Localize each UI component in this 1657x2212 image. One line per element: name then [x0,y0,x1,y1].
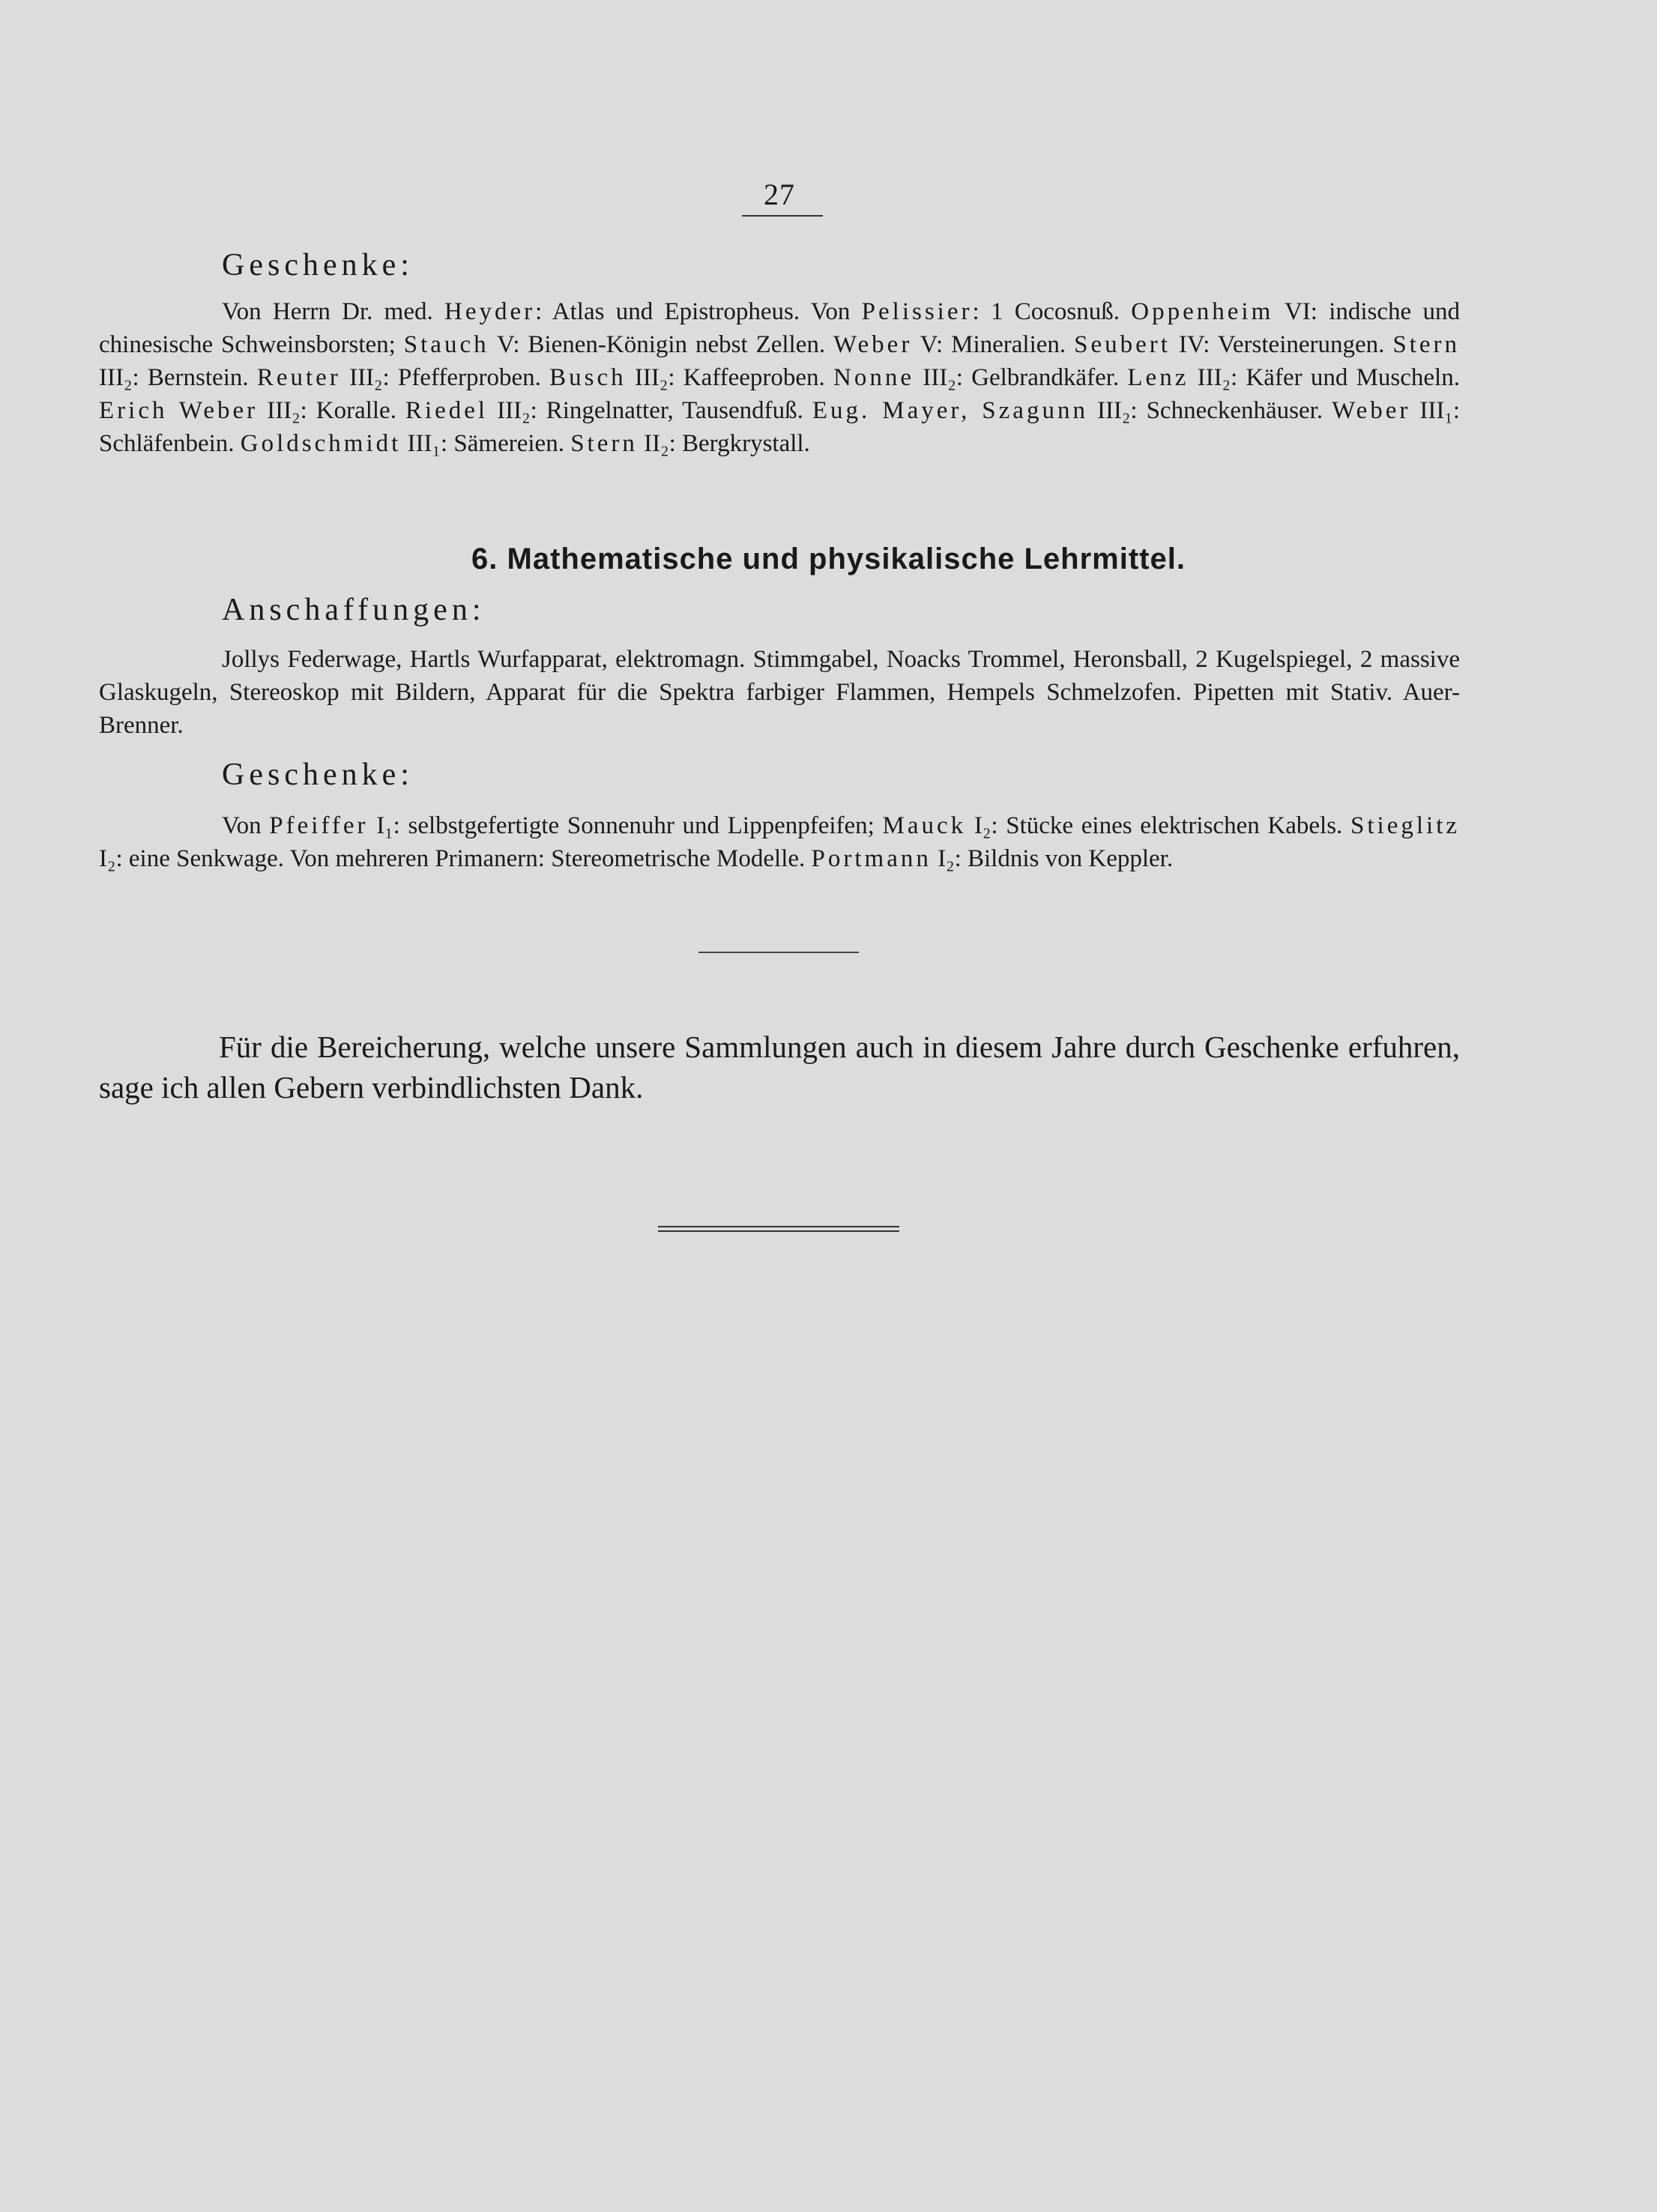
donor-name: Stern [1392,331,1460,358]
donor-name: Riedel [405,397,489,424]
donor-name: Stieglitz [1350,812,1461,839]
donor-name: Busch [549,364,627,391]
donor-name: Weber [833,331,913,358]
donor-name: Seubert [1074,331,1171,358]
thanks-paragraph: Für die Bereicherung, welche unsere Sammlungen auch in diesem Jahre durch Geschenke erfuhren, sage ich allen Gebern verbindlichsten Dank. [99,1030,1460,1105]
geschenke-paragraph-2: Von Pfeiffer I₁: selbstgefertigte Sonnenuhr und Lippenpfeifen; Mauck I₂: Stücke eines elektrischen Kabels. Stieglitz I₂: eine Senkwage. Von mehreren Primanern: Stereometrische Modelle. Portmann I₂: Bildnis von Keppler. [99,812,1461,872]
donor-name: Mauck [882,812,967,839]
geschenke-heading-1: Geschenke: [222,248,414,282]
donor-name: Goldschmidt [240,430,402,457]
donor-name: Nonne [833,364,915,391]
geschenke-paragraph-1: Von Herrn Dr. med. Heyder: Atlas und Epistropheus. Von Pelissier: 1 Cocosnuß. Oppenheim VI: indische und chinesische Schweinsborsten; Stauch V: Bienen-Königin nebst Zellen. Weber V: Mineralien. Seubert IV: Versteinerungen. Stern III₂: Bernstein. Reuter III₂: Pfefferproben. Busch III₂: Kaffeeproben. Nonne III₂: Gelbrandkäfer. Lenz III₂: Käfer und Muscheln. Erich Weber III₂: Koralle. Riedel III₂: Ringelnatter, Tausendfuß. Eug. Mayer, Szagunn III₂: Schneckenhäuser. Weber III₁: Schläfenbein. Goldschmidt III₁: Sämereien. Stern II₂: Bergkrystall. [99,298,1461,457]
donor-name: Pfeiffer [269,812,369,839]
anschaffungen-paragraph: Jollys Federwage, Hartls Wurfapparat, elektromagn. Stimmgabel, Noacks Trommel, Heronsball, 2 Kugelspiegel, 2 massive Glaskugeln, Stereoskop mit Bildern, Apparat für die Spektra farbiger Flammen, Hempels Schmelzofen. Pipetten mit Stativ. Auer-Brenner. [99,646,1460,739]
donor-name: Reuter [256,364,341,391]
donor-name: Eug. Mayer, Szagunn [812,397,1088,424]
geschenke-heading-2: Geschenke: [222,758,414,792]
anschaffungen-heading: Anschaffungen: [222,593,486,627]
donor-name: Lenz [1127,364,1189,391]
page-number-underline [742,215,823,217]
donor-name: Pelissier [861,298,973,325]
donor-name: Oppenheim [1131,298,1274,325]
section-divider [698,952,859,953]
section-title: 6. Mathematische und physikalische Lehrmittel. [471,543,1186,575]
end-double-rule [658,1226,899,1232]
donor-name: Erich Weber [99,397,259,424]
donor-name: Portmann [811,845,932,872]
donor-name: Stern [570,430,638,457]
donor-name: Weber [1332,397,1411,424]
donor-name: Stauch [403,331,489,358]
page-number: 27 [764,178,795,211]
donor-name: Heyder [444,298,536,325]
